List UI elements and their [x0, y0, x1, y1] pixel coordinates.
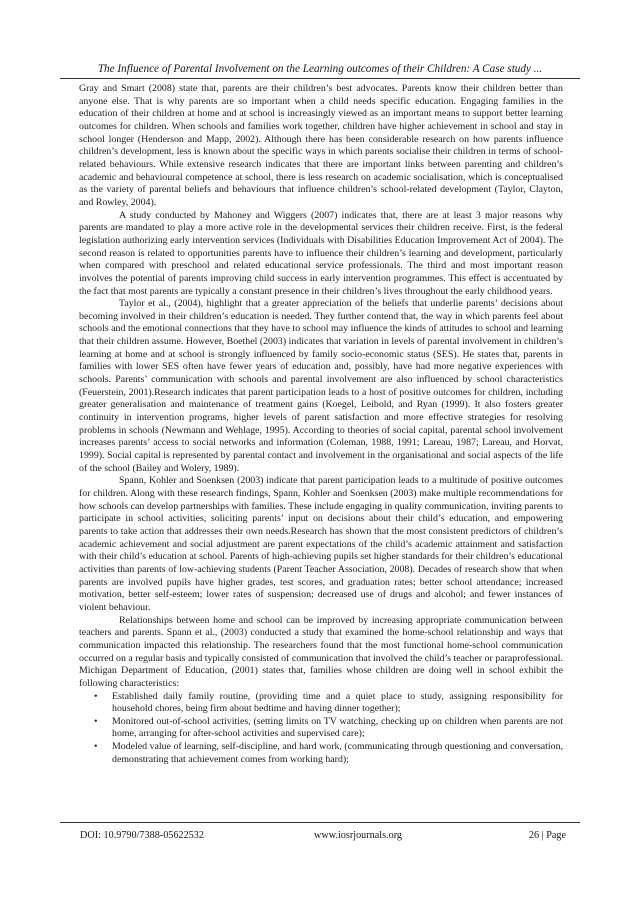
article-body	[79, 83, 563, 766]
list-item-text: Monitored out-of-school activities, (setting limits on TV watching, checking up on children when parents are not home, arranging for after-school activities and supervised care);	[112, 715, 563, 740]
characteristics-list	[79, 691, 563, 767]
page-number: 26 | Page	[528, 830, 566, 841]
doi-text: DOI: 10.9790/7388-05622532	[80, 830, 204, 841]
paragraph-4: Spann, Kohler and Soenksen (2003) indicate that parent participation leads to a multitude of positive outcomes for children. Along with these research findings, Spann, Kohler and Soenksen (2003) make multiple recommendations for how schools can develop partnerships with families. These include engaging in quality communication, inviting parents to participate in school activities, soliciting parents’ input on decisions about their child’s education, and empowering parents to take action that addresses their own needs.Research has shown that the most consistent predictors of children’s academic achievement and social adjustment are parent expectations of the child’s academic attainment and satisfaction with their child’s education at school. Parents of high-achieving pupils set higher standards for their children’s educational activities than parents of low-achieving students (Parent Teacher Association, 2008). Decades of research show that when parents are involved pupils have higher grades, test scores, and graduation rates; better school attendance; increased motivation, better self-esteem; lower rates of suspension; decreased use of drugs and alcohol; and fewer instances of violent behaviour.	[79, 475, 563, 613]
list-item	[79, 741, 563, 766]
list-item-text: Established daily family routine, (providing time and a quiet place to study, assigning responsibility for household chores, being firm about bedtime and having dinner together);	[112, 690, 563, 715]
running-header: The Influence of Parental Involvement on the Learning outcomes of their Children: A Case study ...	[97, 63, 543, 75]
header-divider	[60, 78, 580, 79]
footer-divider	[60, 822, 580, 823]
bullet-marker: •	[94, 690, 98, 702]
list-item-text: Modeled value of learning, self-discipline, and hard work, (communicating through questioning and conversation, demonstrating that achievement comes from working hard);	[112, 741, 563, 765]
bullet-marker: •	[94, 715, 98, 727]
paragraph-1: Gray and Smart (2008) state that, parents are their children’s best advocates. Parents know their children better than anyone else. That is why parents are so important when a child needs specific education. Engaging families in the education of their children at home and at school is increasingly viewed as an important means to support better learning outcomes for children. When schools and families work together, children have higher achievement in school and stay in school longer (Henderson and Mapp, 2002). Although there has been considerable research on how parents influence children’s development, less is known about the specific ways in which parents socialise their children in terms of school-related behaviours. While extensive research indicates that there are important links between parenting and children’s academic and behavioural competence at school, there is less research on academic socialisation, which is conceptualised as the variety of parental beliefs and behaviours that influence children’s school-related development (Taylor, Clayton, and Rowley, 2004).	[79, 83, 563, 208]
paragraph-5: Relationships between home and school can be improved by increasing appropriate communication between teachers and parents. Spann et al., (2003) conducted a study that examined the home-school relationship and ways that communication impacted this relationship. The researchers found that the most functional home-school communication occurred on a regular basis and typically consisted of communication that involved the child’s teacher or paraprofessional. Michigan Department of Education, (2001) states that, families whose children are doing well in school exhibit the following characteristics:	[79, 614, 563, 689]
paragraph-3: Taylor et al., (2004), highlight that a greater appreciation of the beliefs that underlie parents’ decisions about becoming involved in their children’s education is needed. They further contend that, the way in which parents feel about schools and the emotional connections that they have to school may influence the kinds of attitudes to school and learning that their children assume. However, Boethel (2003) indicates that variation in levels of parental involvement in children’s learning at home and at school is strongly influenced by family socio-economic status (SES). He states that, parents in families with lower SES often have fewer years of education and, possibly, have had more negative experiences with schools. Parents’ communication with schools and parental involvement are also influenced by school characteristics (Feuerstein, 2001).Research indicates that parent participation leads to a host of positive outcomes for children, including greater generalisation and maintenance of treatment gains (Koegel, Leibold, and Ryan (1999). It also fosters greater continuity in intervention programs, higher levels of parent satisfaction and more effective strategies for resolving problems in schools (Newmann and Wehlage, 1995). According to theories of social capital, parental school involvement increases parents’ access to social networks and information (Coleman, 1988, 1991; Lareau, 1987; Lareau, and Horvat, 1999). Social capital is represented by parental contact and involvement in the organisational and social aspects of the life of the school (Bailey and Wolery, 1989).	[79, 298, 563, 474]
journal-website: www.iosrjournals.org	[314, 830, 403, 841]
bullet-marker: •	[94, 741, 98, 753]
list-item	[79, 716, 563, 741]
list-item	[79, 691, 563, 716]
paragraph-2: A study conducted by Mahoney and Wiggers (2007) indicates that, there are at least 3 major reasons why parents are mandated to play a more active role in the developmental services their children receive. First, is the federal legislation authorizing early intervention services (Individuals with Disabilities Education Improvement Act of 2004). The second reason is related to opportunities parents have to influence their children’s learning and development, particularly when compared with preschool and related educational service professionals. The third and most important reason involves the potential of parents improving child success in early intervention programmes. This effect is accentuated by the fact that most parents are typically a constant presence in their children’s lives throughout the early childhood years.	[79, 209, 563, 297]
